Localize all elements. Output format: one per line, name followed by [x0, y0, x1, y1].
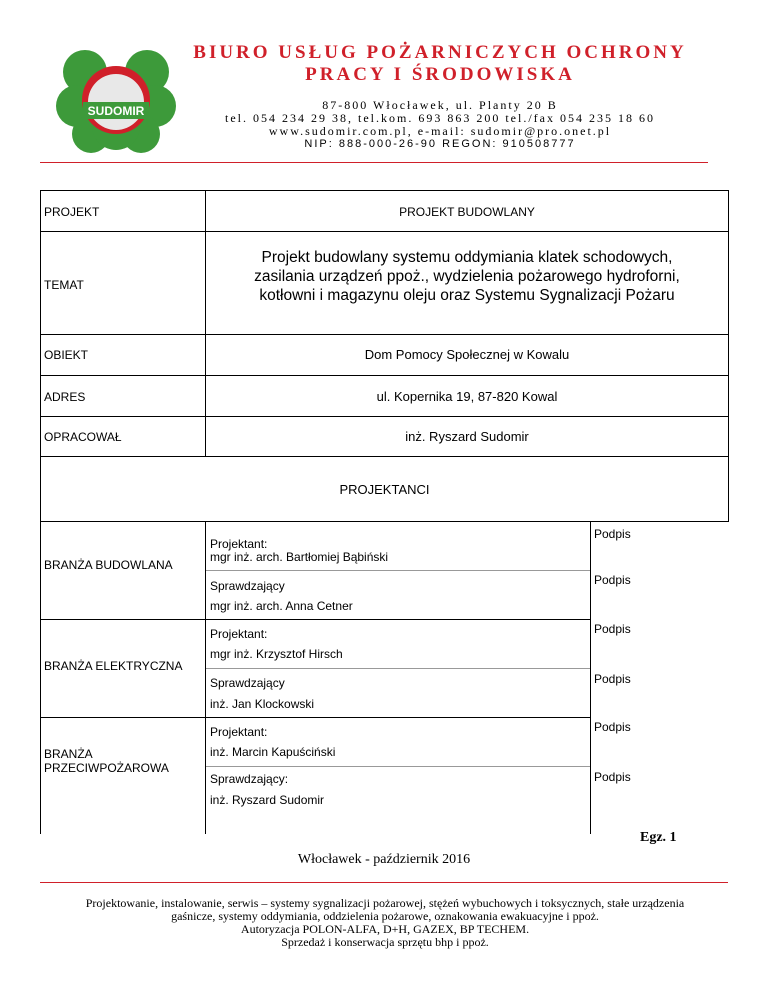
header-divider [40, 162, 708, 163]
row-divider [40, 334, 729, 335]
table-sig-divider [590, 521, 591, 834]
projektant-name: mgr inż. arch. Bartłomiej Bąbiński [210, 550, 389, 564]
sprawdzajacy-label: Sprawdzający [210, 676, 285, 690]
subrow-divider [206, 570, 590, 571]
subrow-divider [206, 766, 590, 767]
company-phones: tel. 054 234 29 38, tel.kom. 693 863 200 tel./fax 054 235 18 60 [225, 111, 655, 125]
projektant-label: Projektant: [210, 537, 268, 551]
table-border-right [728, 190, 729, 521]
branch-name-line: PRZECIWPOŻAROWA [44, 761, 169, 775]
branch-name-budowlana: BRANŻA BUDOWLANA [44, 558, 173, 572]
adres-value: ul. Kopernika 19, 87-820 Kowal [376, 389, 558, 404]
signature-label: Podpis [594, 573, 631, 587]
projekt-label: PROJEKT [44, 205, 100, 219]
company-web: www.sudomir.com.pl, e-mail: sudomir@pro.onet.pl [268, 124, 612, 138]
branch-name-elektryczna: BRANŻA ELEKTRYCZNA [44, 659, 183, 673]
company-address: 87-800 Włocławek, ul. Planty 20 B [322, 98, 558, 112]
obiekt-label: OBIEKT [44, 348, 89, 362]
table-col-divider-lower [205, 521, 206, 834]
temat-label: TEMAT [44, 278, 84, 292]
projektant-label: Projektant: [210, 627, 268, 641]
opracowal-label: OPRACOWAŁ [44, 430, 122, 444]
sprawdzajacy-name: inż. Jan Klockowski [210, 697, 315, 711]
adres-label: ADRES [44, 390, 86, 404]
branch-divider [40, 619, 590, 620]
branch-divider [40, 717, 590, 718]
signature-label: Podpis [594, 672, 631, 686]
signature-label: Podpis [594, 622, 631, 636]
company-nip-regon: NIP: 888-000-26-90 REGON: 910508777 [304, 138, 576, 150]
company-title-line1: BIURO USŁUG POŻARNICZYCH OCHRONY [193, 42, 687, 63]
row-divider [40, 375, 729, 376]
footer-line: Sprzedaż i konserwacja sprzętu bhp i ppoż. [281, 935, 489, 949]
sprawdzajacy-name: inż. Ryszard Sudomir [210, 793, 325, 807]
table-border-top [40, 190, 729, 191]
company-title-line2: PRACY I ŚRODOWISKA [305, 64, 575, 85]
sprawdzajacy-label: Sprawdzający [210, 579, 285, 593]
obiekt-value: Dom Pomocy Społecznej w Kowalu [364, 347, 570, 362]
signature-label: Podpis [594, 527, 631, 541]
temat-line: kotłowni i magazynu oleju oraz Systemu Sygnalizacji Pożaru [259, 287, 675, 304]
temat-line: zasilania urządzeń ppoż., wydzielenia pożarowego hydroforni, [254, 268, 680, 285]
branch-name-line: BRANŻA [44, 747, 93, 761]
subrow-divider [206, 668, 590, 669]
projektant-label: Projektant: [210, 725, 268, 739]
opracowal-value: inż. Ryszard Sudomir [405, 429, 529, 444]
row-divider [40, 231, 729, 232]
sprawdzajacy-name: mgr inż. arch. Anna Cetner [210, 599, 353, 613]
temat-value [206, 248, 728, 305]
footer-line: gaśnicze, systemy oddymiania, oddzielenia pożarowe, oznakowania ewakuacyjne i ppoż. [171, 909, 599, 923]
row-divider [40, 521, 729, 522]
footer-divider [40, 882, 728, 883]
signature-label: Podpis [594, 720, 631, 734]
temat-line: Projekt budowlany systemu oddymiania klatek schodowych, [261, 249, 673, 266]
copy-number: Egz. 1 [640, 830, 677, 845]
branch-name-przeciwpozarowa [44, 747, 169, 775]
projektant-name: mgr inż. Krzysztof Hirsch [210, 647, 343, 661]
footer-line: Autoryzacja POLON-ALFA, D+H, GAZEX, BP TECHEM. [240, 922, 530, 936]
footer-line: Projektowanie, instalowanie, serwis – systemy sygnalizacji pożarowej, stężeń wybuchowych i toksycznych, stałe urządzenia [85, 896, 685, 910]
company-title [140, 42, 740, 86]
signature-label: Podpis [594, 770, 631, 784]
sprawdzajacy-label: Sprawdzający: [210, 772, 289, 786]
row-divider [40, 456, 729, 457]
footer-services [40, 897, 730, 949]
table-border-left [40, 190, 41, 834]
row-divider [40, 416, 729, 417]
projektanci-heading: PROJEKTANCI [339, 482, 430, 497]
logo-text: SUDOMIR [87, 104, 145, 118]
city-date: Włocławek - październik 2016 [297, 852, 471, 867]
projekt-value: PROJEKT BUDOWLANY [399, 205, 535, 219]
projektant-name: inż. Marcin Kapuściński [210, 745, 336, 759]
